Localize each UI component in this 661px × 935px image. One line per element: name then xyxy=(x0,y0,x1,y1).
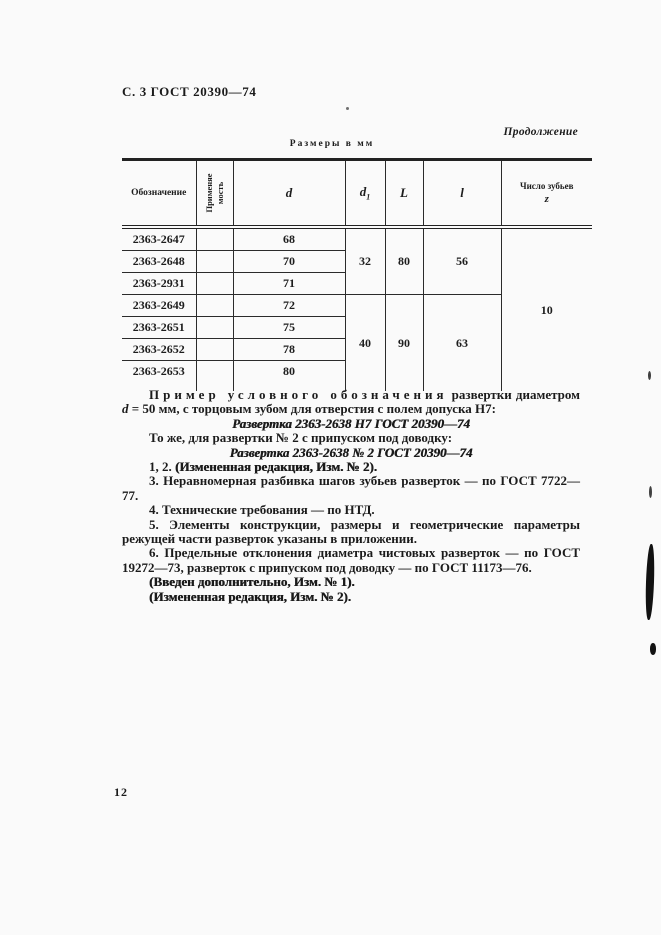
cell-d: 75 xyxy=(233,317,345,339)
cell-d1-group1: 32 xyxy=(345,227,385,295)
cell-applicability xyxy=(196,339,233,361)
scan-ink-blob xyxy=(645,544,656,620)
header-teeth-count: Число зубьев z xyxy=(501,160,592,228)
scan-mark xyxy=(649,486,652,498)
paragraph-example: Пример условного обозначения развертки диаметром d = 50 мм, с торцовым зубом для отверстия с полем допуска Н7: xyxy=(122,387,580,417)
cell-L-group1: 80 xyxy=(385,227,423,295)
list-item-1-2: 1, 2. (Измененная редакция, Изм. № 2). xyxy=(149,459,377,475)
table-header-row xyxy=(122,160,592,228)
note-introduced: (Введен дополнительно, Изм. № 1). xyxy=(149,574,355,590)
cell-designation: 2363-2652 xyxy=(122,339,196,361)
page-number: 12 xyxy=(114,785,128,799)
header-d1: $d_1$ xyxy=(345,160,385,228)
list-item-4: 4. Технические требования — по НТД. xyxy=(149,502,375,518)
variable-d: d xyxy=(122,401,129,417)
list-item-5: 5. Элементы конструкции, размеры и геометрические параметры режущей части разверток указаны в приложении. xyxy=(122,516,580,547)
cell-applicability xyxy=(196,317,233,339)
cell-designation: 2363-2649 xyxy=(122,295,196,317)
header-designation: Обозначение xyxy=(122,160,196,228)
designation-formula-2: Развертка 2363-2638 № 2 ГОСТ 20390—74 xyxy=(229,444,473,460)
body-text xyxy=(122,388,580,604)
cell-L-group2: 90 xyxy=(385,295,423,392)
cell-d: 78 xyxy=(233,339,345,361)
header-applicability xyxy=(196,160,233,228)
cell-d: 68 xyxy=(233,227,345,251)
dimensions-table xyxy=(122,158,592,391)
cell-designation: 2363-2648 xyxy=(122,251,196,273)
cell-l-group2: 63 xyxy=(423,295,501,392)
cell-designation: 2363-2651 xyxy=(122,317,196,339)
header-d: d xyxy=(233,160,345,228)
continuation-label: Продолжение xyxy=(503,126,578,138)
note-amended: (Измененная редакция, Изм. № 2). xyxy=(149,588,351,604)
spaced-run: Пример условного обозначения xyxy=(149,387,448,402)
cell-d: 70 xyxy=(233,251,345,273)
list-item-3: 3. Неравномерная разбивка шагов зубьев разверток — по ГОСТ 7722—77. xyxy=(122,473,580,503)
header-l: l xyxy=(423,160,501,228)
cell-d: 72 xyxy=(233,295,345,317)
cell-applicability xyxy=(196,295,233,317)
cell-applicability xyxy=(196,251,233,273)
cell-applicability xyxy=(196,227,233,251)
page-title: С. 3 ГОСТ 20390—74 xyxy=(122,84,257,99)
header-L: L xyxy=(385,160,423,228)
cell-d: 80 xyxy=(233,361,345,392)
list-item-6: 6. Предельные отклонения диаметра чистовых разверток — по ГОСТ 19272—73, разверток с припуском под доводку — по ГОСТ 11173—76. xyxy=(122,545,580,575)
cell-designation: 2363-2653 xyxy=(132,364,185,378)
cell-d1-group2: 40 xyxy=(345,295,385,392)
cell-teeth-count: 10 xyxy=(501,227,592,391)
scan-speck xyxy=(346,107,349,110)
designation-formula-1: Развертка 2363-2638 Н7 ГОСТ 20390—74 xyxy=(232,415,470,431)
paragraph-same: То же, для развертки № 2 с припуском под доводку: xyxy=(149,430,453,446)
applicability-vertical-text: Применяе мость xyxy=(203,173,225,213)
table-caption: Размеры в мм xyxy=(289,139,375,149)
cell-d: 71 xyxy=(233,273,345,295)
cell-designation: 2363-2647 xyxy=(122,227,196,251)
cell-l-group1: 56 xyxy=(423,227,501,295)
cell-designation: 2363-2931 xyxy=(122,273,196,295)
cell-applicability xyxy=(196,273,233,295)
scan-mark xyxy=(648,371,651,380)
scan-mark xyxy=(650,643,656,655)
table-row xyxy=(122,227,592,251)
